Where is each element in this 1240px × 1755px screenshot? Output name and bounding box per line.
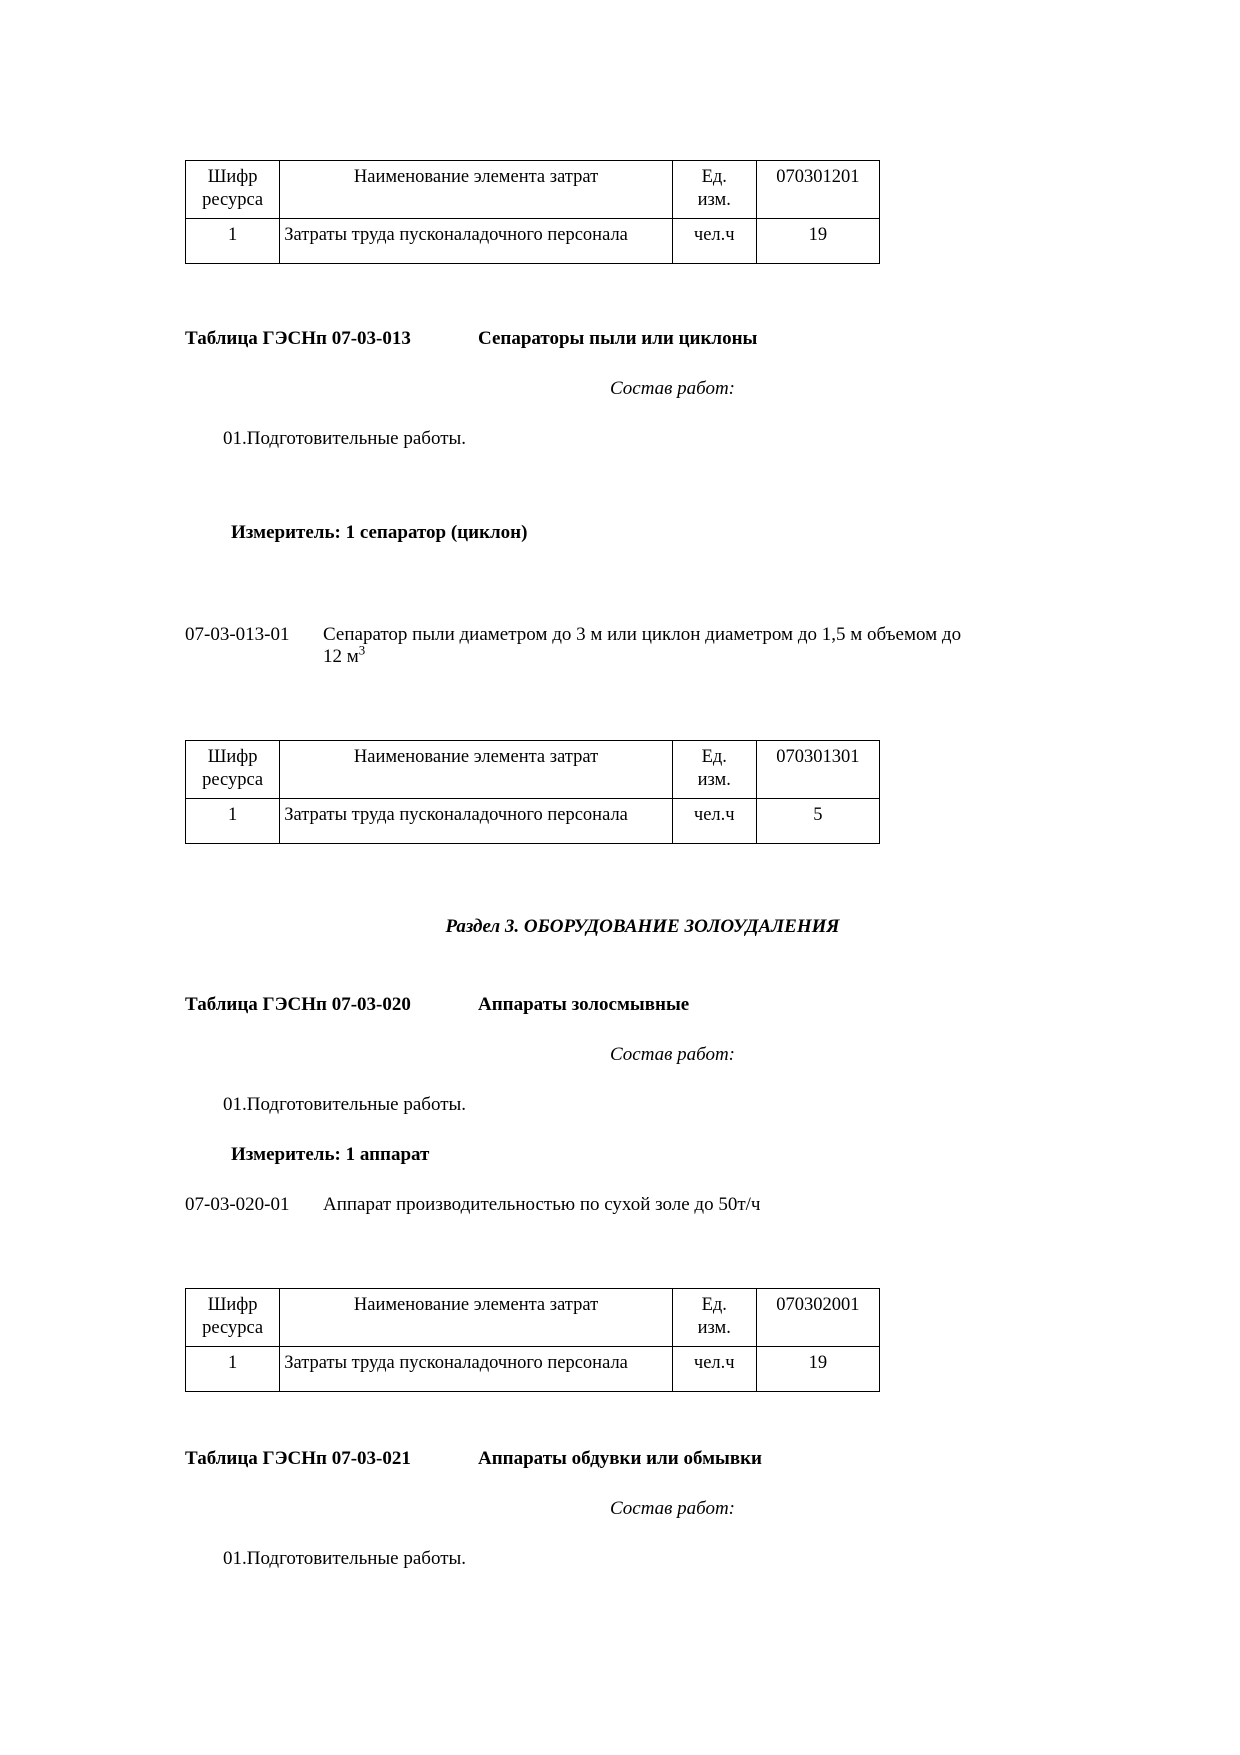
table-header-row [186, 741, 880, 799]
header-cell-name: Наименование элемента затрат [280, 161, 673, 219]
header-code-line2: ресурса [202, 190, 264, 211]
header-unit-line1: Ед. [701, 167, 727, 187]
header-code-line1: Шифр [207, 747, 258, 767]
table-heading-07-03-013 [185, 328, 1070, 350]
table-name: Аппараты золосмывные [478, 994, 690, 1015]
table-name: Аппараты обдувки или обмывки [478, 1448, 763, 1469]
cell-name: Затраты труда пусконаладочного персонала [280, 799, 673, 844]
sostav-rabot-label-1: Состав работ: [609, 378, 736, 399]
header-unit-line1: Ед. [701, 747, 727, 767]
table-row [186, 219, 880, 264]
header-code-line1: Шифр [207, 1295, 258, 1315]
resource-table-1 [185, 160, 880, 264]
norm-volume-sup: 3 [358, 642, 366, 658]
header-code-line2: ресурса [202, 1318, 264, 1339]
header-cell-unit [672, 1289, 756, 1347]
table-number: Таблица ГЭСНп 07-03-020 [185, 994, 411, 1015]
norm-row-07-03-013-01 [185, 624, 1070, 646]
norm-volume-text: 12 м [323, 646, 359, 667]
table-row [186, 799, 880, 844]
sostav-rabot-label-2: Состав работ: [609, 1044, 736, 1065]
table-number: Таблица ГЭСНп 07-03-021 [185, 1448, 411, 1469]
section-heading-razdel-3: Раздел 3. ОБОРУДОВАНИЕ ЗОЛОУДАЛЕНИЯ [445, 916, 840, 937]
header-cell-unit [672, 161, 756, 219]
header-unit-line1: Ед. [701, 1295, 727, 1315]
table-heading-07-03-021 [185, 1448, 1070, 1470]
cell-value: 19 [756, 219, 879, 264]
izmeritel-1: Измеритель: 1 сепаратор (циклон) [231, 522, 528, 543]
sostav-rabot-label-3: Состав работ: [609, 1498, 736, 1519]
work-item-1: 01.Подготовительные работы. [223, 1548, 467, 1569]
norm-description: Сепаратор пыли диаметром до 3 м или циклон диаметром до 1,5 м объемом до [323, 624, 962, 645]
resource-table-3 [185, 1288, 880, 1392]
header-cell-code [186, 741, 280, 799]
header-cell-value: 070302001 [756, 1289, 879, 1347]
header-cell-name: Наименование элемента затрат [280, 741, 673, 799]
table-number: Таблица ГЭСНп 07-03-013 [185, 328, 411, 349]
work-item-1: 01.Подготовительные работы. [223, 428, 467, 449]
header-cell-value: 070301301 [756, 741, 879, 799]
cell-unit: чел.ч [672, 799, 756, 844]
cell-code: 1 [186, 219, 280, 264]
cell-code: 1 [186, 1347, 280, 1392]
cell-code: 1 [186, 799, 280, 844]
table-heading-07-03-020 [185, 994, 1070, 1016]
cell-unit: чел.ч [672, 219, 756, 264]
table-header-row [186, 1289, 880, 1347]
header-cell-code [186, 161, 280, 219]
header-cell-value: 070301201 [756, 161, 879, 219]
resource-table-2 [185, 740, 880, 844]
cell-unit: чел.ч [672, 1347, 756, 1392]
cell-value: 19 [756, 1347, 879, 1392]
header-cell-name: Наименование элемента затрат [280, 1289, 673, 1347]
header-cell-unit [672, 741, 756, 799]
table-header-row [186, 161, 880, 219]
table-name: Сепараторы пыли или циклоны [478, 328, 758, 349]
norm-code: 07-03-020-01 [185, 1194, 290, 1215]
cell-name: Затраты труда пусконаладочного персонала [280, 1347, 673, 1392]
norm-description: Аппарат производительностью по сухой золе до 50т/ч [323, 1194, 761, 1215]
cell-value: 5 [756, 799, 879, 844]
norm-row-07-03-020-01 [185, 1194, 1070, 1216]
header-unit-line2: изм. [697, 770, 731, 791]
table-row [186, 1347, 880, 1392]
header-unit-line2: изм. [697, 190, 731, 211]
header-code-line1: Шифр [207, 167, 258, 187]
norm-description-cont [185, 642, 1070, 668]
header-code-line2: ресурса [202, 770, 264, 791]
norm-code: 07-03-013-01 [185, 624, 290, 645]
cell-name: Затраты труда пусконаладочного персонала [280, 219, 673, 264]
work-item-1: 01.Подготовительные работы. [223, 1094, 467, 1115]
header-cell-code [186, 1289, 280, 1347]
header-unit-line2: изм. [697, 1318, 731, 1339]
izmeritel-2: Измеритель: 1 аппарат [231, 1144, 430, 1165]
